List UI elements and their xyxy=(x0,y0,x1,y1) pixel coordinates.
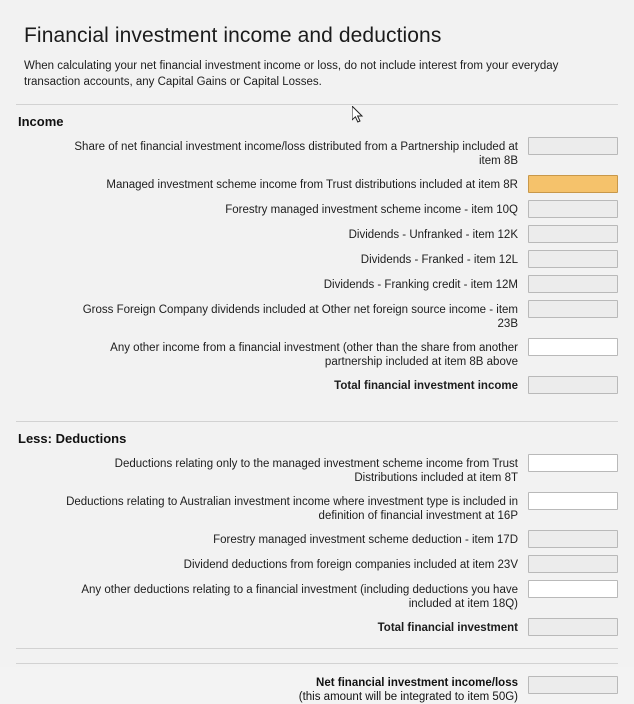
income-field-8r[interactable] xyxy=(528,175,618,193)
income-field-12m[interactable] xyxy=(528,275,618,293)
row-label: Forestry managed investment scheme deduction - item 17D xyxy=(213,534,518,546)
net-result-row xyxy=(16,676,618,704)
net-result-label xyxy=(62,676,528,704)
row-label: Dividends - Franking credit - item 12M xyxy=(323,279,518,291)
income-field-other[interactable] xyxy=(528,338,618,356)
table-row xyxy=(16,376,618,394)
deductions-section-heading: Less: Deductions xyxy=(18,431,127,446)
table-row xyxy=(16,175,618,193)
table-row xyxy=(16,137,618,168)
net-financial-investment-field xyxy=(528,676,618,694)
table-row xyxy=(16,300,618,331)
footer-divider xyxy=(16,648,618,649)
row-label: Dividend deductions from foreign companies included at item 23V xyxy=(183,559,518,571)
row-label: Share of net financial investment income/loss distributed from a Partnership included at item 8B xyxy=(74,141,518,167)
income-section-heading: Income xyxy=(18,114,64,129)
row-label: Forestry managed investment scheme income - item 10Q xyxy=(225,204,518,216)
total-financial-investment-field xyxy=(528,618,618,636)
income-field-8b[interactable] xyxy=(528,137,618,155)
net-result-label-text: Net financial investment income/loss xyxy=(316,677,518,689)
row-label-total: Total financial investment xyxy=(377,622,518,634)
deduction-field-other[interactable] xyxy=(528,580,618,598)
table-row xyxy=(16,555,618,573)
row-label: Any other income from a financial investment (other than the share from another partnership included at item 8B above xyxy=(110,342,518,368)
total-financial-investment-income-field xyxy=(528,376,618,394)
deductions-rows xyxy=(16,454,618,649)
deductions-divider xyxy=(16,663,618,664)
deduction-field-16p[interactable] xyxy=(528,492,618,510)
intro-text: When calculating your net financial investment income or loss, do not include interest from your everyday transaction accounts, any Capital Gains or Capital Losses. xyxy=(24,60,559,88)
table-row xyxy=(16,454,618,485)
table-row xyxy=(16,530,618,548)
row-label: Deductions relating to Australian investment income where investment type is included in definition of financial investment at 16P xyxy=(66,496,518,522)
deduction-field-17d[interactable] xyxy=(528,530,618,548)
row-label: Any other deductions relating to a financial investment (including deductions you have included at item 18Q) xyxy=(81,584,518,610)
table-row xyxy=(16,200,618,218)
deduction-field-23v[interactable] xyxy=(528,555,618,573)
deduction-field-8t[interactable] xyxy=(528,454,618,472)
table-row xyxy=(16,492,618,523)
net-result-sublabel: (this amount will be integrated to item 50G) xyxy=(298,691,518,703)
table-row xyxy=(16,338,618,369)
table-row xyxy=(16,618,618,636)
income-field-12l[interactable] xyxy=(528,250,618,268)
row-label: Managed investment scheme income from Trust distributions included at item 8R xyxy=(106,179,518,191)
row-label: Gross Foreign Company dividends included at Other net foreign source income - item 23B xyxy=(82,304,518,330)
income-rows xyxy=(16,137,618,407)
income-field-10q[interactable] xyxy=(528,200,618,218)
table-row xyxy=(16,225,618,243)
row-label: Deductions relating only to the managed investment scheme income from Trust Distributions included at item 8T xyxy=(114,458,518,484)
table-row xyxy=(16,580,618,611)
table-row xyxy=(16,250,618,268)
income-field-12k[interactable] xyxy=(528,225,618,243)
page-title: Financial investment income and deductions xyxy=(24,24,442,47)
income-field-23b[interactable] xyxy=(528,300,618,318)
row-label: Dividends - Franked - item 12L xyxy=(360,254,518,266)
row-label-total: Total financial investment income xyxy=(334,380,518,392)
row-label: Dividends - Unfranked - item 12K xyxy=(348,229,518,241)
table-row xyxy=(16,275,618,293)
